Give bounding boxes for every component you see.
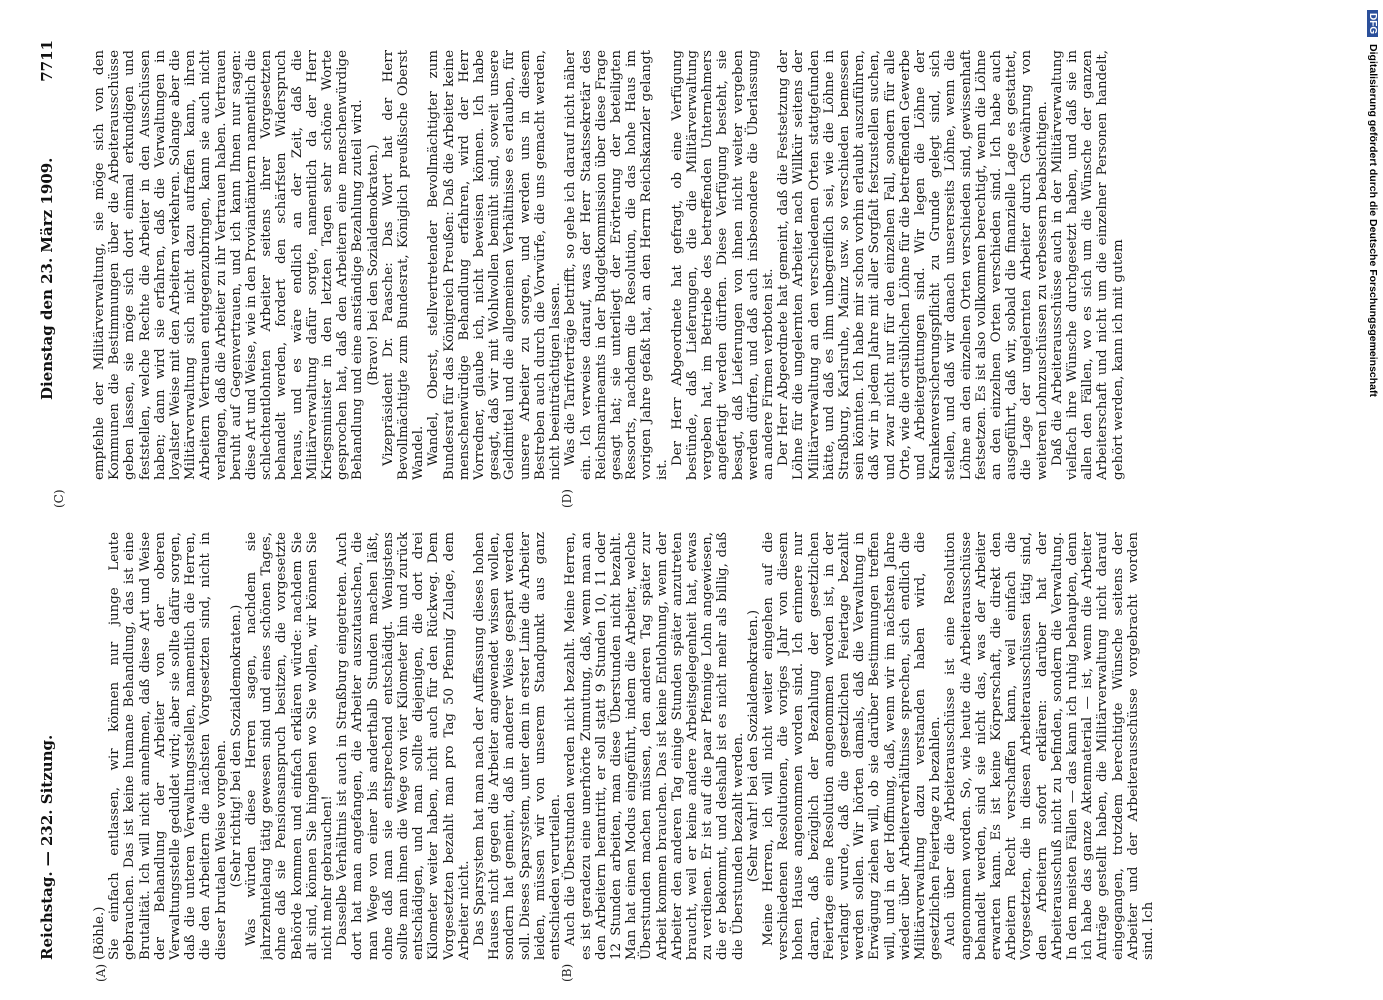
credit-text: Digitalisierung gefördert durch die Deutsche Forschungsgemeinschaft [1367, 44, 1379, 398]
paragraph: Auch über die Arbeiterausschüsse ist eine Resolution angenommen worden. So, wie heute die Arbeiterausschüsse behandelt werden, sind sie nicht das, was der Arbeiter erwarten kann. Es ist keine Körperschaft, die direkt den Arbeitern Recht verschaffen kann, weil einfach die Vorgesetzten, die in diesen Arbeiterausschüssen tätig sind, den Arbeitern sofort erklären: darüber hat der Arbeiterausschuß nicht zu befinden, sondern die Verwaltung. In den meisten Fällen — das kann ich ruhig behaupten, denn ich habe das ganze Aktenmaterial — ist, wenn die Arbeiter Anträge gestellt haben, die Militärverwaltung nicht darauf eingegangen, trotzdem berechtigte Wünsche seitens der Arbeiter und der Arbeiterausschüsse vorgebracht worden sind. Ich [943, 532, 1157, 960]
paragraph: Dasselbe Verhältnis ist auch in Straßburg eingetreten. Auch dort hat man angefangen, die Arbeiter auszutauschen, die man Wege von einer bis anderthalb Stunden machen läßt, ohne daß man sie entsprechend entschädigt. Wenigstens sollte man ihnen die Wege von vier Kilometer hin und zurück entschädigen, und man sollte diejenigen, die dort drei Kilometer weiter haben, nicht auch für den Rückweg. Dem Vorgesetzten bezahlt man pro Tag 50 Pfennig Zulage, dem Arbeiter nicht. [335, 532, 472, 960]
paragraph: Was würden diese Herren sagen, nachdem sie jahrzehntelang tätig gewesen sind und eines schönen Tages, ohne daß sie Pensionsanspruch besitzen, die vorgesetzte Behörde kommen und einfach erklären würde: nachdem Sie alt sind, können Sie hingehen wo Sie wollen, wir können Sie nicht mehr gebrauchen! [244, 532, 336, 960]
dfg-logo: DFG [1367, 10, 1378, 37]
paragraph: Meine Herren, ich will nicht weiter eingehen auf die verschiedenen Resolutionen, die voriges Jahr von diesem hohen Hause angenommen worden sind. Ich erinnere nur daran, daß bezüglich der Bezahlung der gesetzlichen Feiertage eine Resolution angenommen worden ist, in der verlangt wurde, daß die gesetzlichen Feiertage bezahlt werden sollen. Wir hörten damals, daß die Verwaltung in Erwägung ziehen will, ob sie darüber Bestimmungen treffen will, und in der Hoffnung, daß, wenn wir im nächsten Jahre wieder über Arbeiterverhältnisse sprechen, sich endlich die Militärverwaltung dazu verstanden haben wird, die gesetzlichen Feiertage zu bezahlen. [760, 532, 944, 960]
paragraph: Der Herr Abgeordnete hat gemeint, daß die Festsetzung der Löhne für die ungelernten Arbeiter nach Willkür seitens der Militärverwaltung an den verschiedenen Orten stattgefunden hätte, und daß es ihm unbegreiflich sei, wie die Löhne in Straßburg, Karlsruhe, Mainz usw. so verschieden bemessen sein könnten. Ich habe mir schon vorhin erlaubt auszuführen, daß wir in jedem Jahre mit aller Sorgfalt festzustellen suchen, und zwar nicht nur für den einzelnen Fall, sondern für alle Orte, wie die ortsüblichen Löhne für die betreffenden Gewerbe und Arbeitergattungen sind. Wir legen die Löhne der Krankenversicherungspflicht zu Grunde gelegt sind, sich stellen, und daß wir danach unsererseits Löhne, wenn die Löhne an den einzelnen Orten verschieden sind, gewissenhaft festsetzen. Es ist also vollkommen berechtigt, wenn die Löhne an den einzelnen Orten verschieden sind. Ich habe auch ausgeführt, daß wir, sobald die finanzielle Lage es gestattet, die Lage der ungelernten Arbeiter durch Gewährung von weiteren Lohnzuschüssen zu verbessern beabsichtigen. [776, 50, 1050, 480]
margin-marker-d: (D) [560, 489, 574, 508]
header-date: Dienstag den 23. März 1909. [38, 157, 56, 400]
speaker-tag: (Böhle.) [92, 906, 107, 960]
header-session: Reichstag. — 232. Sitzung. [38, 734, 56, 960]
margin-marker-b: (B) [560, 963, 574, 982]
interjection: (Sehr richtig! bei den Sozialdemokraten.) [228, 604, 244, 888]
interjection: (Sehr wahr! bei den Sozialdemokraten.) [745, 609, 761, 883]
margin-marker-c: (C) [52, 489, 66, 508]
text-column-left [92, 532, 1295, 960]
text-column-right [92, 50, 1295, 480]
paragraph: Vizepräsident Dr. Paasche: Das Wort hat der Herr Bevollmächtigte zum Bundesrat, Königlich preußische Oberst Wandel. [380, 50, 427, 480]
paragraph: Das Sparsystem hat man nach der Auffassung dieses hohen Hauses nicht gegen die Arbeiter angewendet wissen wollen, sondern hat gemeint, daß in anderer Weise gespart werden soll. Dieses Sparsystem, unter dem in erster Linie die Arbeiter leiden, müssen wir von unserem Standpunkt aus ganz entschieden verurteilen. [472, 532, 564, 960]
paragraph: empfehle der Militärverwaltung, sie möge sich von den Kommunen die Bestimmungen über die Arbeiterausschüsse geben lassen, sie möge sich dort einmal erkundigen und feststellen, welche Rechte die Arbeiter in den Ausschüssen haben; dann wird sie erfahren, daß die Verwaltungen in loyalster Weise mit den Arbeitern verkehren. Solange aber die Militärverwaltung sich nicht dazu aufraffen kann, ihren Arbeitern Vertrauen entgegenzubringen, kann sie auch nicht verlangen, daß die Arbeiter zu ihr Vertrauen haben. Vertrauen beruht auf Gegenvertrauen, und ich kann Ihnen nur sagen: diese Art und Weise, wie in den Proviantämtern namentlich die schlechtentlohnten Arbeiter seitens ihrer Vorgesetzten behandelt werden, fordert den schärfsten Widerspruch heraus, und es wäre endlich an der Zeit, daß die Militärverwaltung dafür sorgte, namentlich da der Herr Kriegsminister in den letzten Tagen sehr schöne Worte gesprochen hat, daß den Arbeitern eine menschenwürdige Behandlung und eine anständige Bezahlung zuteil wird. [92, 50, 366, 480]
paragraph: Sie einfach entlassen, wir können nur junge Leute gebrauchen. Das ist keine humane Behandlung, das ist eine Brutalität. Ich will nicht annehmen, daß diese Art und Weise der Behandlung der Arbeiter von der oberen Verwaltungsstelle geduldet wird; aber sie sollte dafür sorgen, daß die unteren Verwaltungsstellen, namentlich die Herren, die den Arbeitern die nächsten Vorgesetzten sind, nicht in dieser brutalen Weise vorgehen. [107, 532, 229, 960]
digitization-credit [1365, 10, 1379, 990]
paragraph: Daß die Arbeiterausschüsse auch in der Militärverwaltung vielfach ihre Wünsche durchgesetzt haben, und daß sie in allen den Fällen, wo es sich um die Wünsche der ganzen Arbeiterschaft und nicht um die einzelner Personen handelt, gehört werden, kann ich mit gutem [1049, 50, 1126, 480]
margin-marker-a: (A) [94, 963, 108, 982]
header-page-number: 7711 [38, 40, 56, 82]
paragraph: Auch die Überstunden werden nicht bezahlt. Meine Herren, es ist geradezu eine unerhörte Zumutung, daß, wenn man an den Arbeitern herantritt, er soll statt 9 Stunden 10, 11 oder 12 Stunden arbeiten, man diese Überstunden nicht bezahlt. Man hat einen Modus eingeführt, indem die Arbeiter, welche Überstunden machen müssen, den anderen Tag später zur Arbeit kommen brauchen. Das ist keine Entlohnung, wenn der Arbeiter den anderen Tag einige Stunden später anzutreten braucht, weil er keine andere Arbeitsgelegenheit hat, etwas zu verdienen. Er ist auf die paar Pfennige Lohn angewiesen, die er bekommt, und deshalb ist es nicht mehr als billig, daß die Überstunden bezahlt werden. [563, 532, 746, 960]
interjection: (Bravo! bei den Sozialdemokraten.) [365, 144, 381, 386]
paragraph: Wandel, Oberst, stellvertretender Bevollmächtigter zum Bundesrat für das Königreich Preußen: Daß die Arbeiter keine menschenwürdige Behandlung erfahren, wird der Herr Vorredner, glaube ich, nicht beweisen können. Ich habe gesagt, daß wir mit Wohlwollen bemüht sind, soweit unsere Geldmittel und die allgemeinen Verhältnisse es erlauben, für unsere Arbeiter zu sorgen, und werden uns in diesem Bestreben auch durch die Vorwürfe, die uns gemacht werden, nicht beeinträchtigen lassen. [426, 50, 564, 480]
paragraph: Der Herr Abgeordnete hat gefragt, ob eine Verfügung bestünde, daß Lieferungen, die die Militärverwaltung vergeben hat, im Betriebe des betreffenden Unternehmers angefertigt werden dürften. Diese Verfügung besteht, sie besagt, daß Lieferungen von ihnen nicht weiter vergeben werden dürfen, und daß auch insbesondere die Überlassung an andere Firmen verboten ist. [669, 50, 776, 480]
paragraph: Was die Tarifverträge betrifft, so gehe ich darauf nicht näher ein. Ich verweise darauf, was der Herr Staatssekretär des Reichsmarineamts in der Budgetkommission über diese Frage gesagt hat; sie unterliegt der Erörterung der beteiligten Ressorts, nachdem die Resolution, die das hohe Haus im vorigen Jahre gefaßt hat, an den Herrn Reichskanzler gelangt ist. [563, 50, 670, 480]
